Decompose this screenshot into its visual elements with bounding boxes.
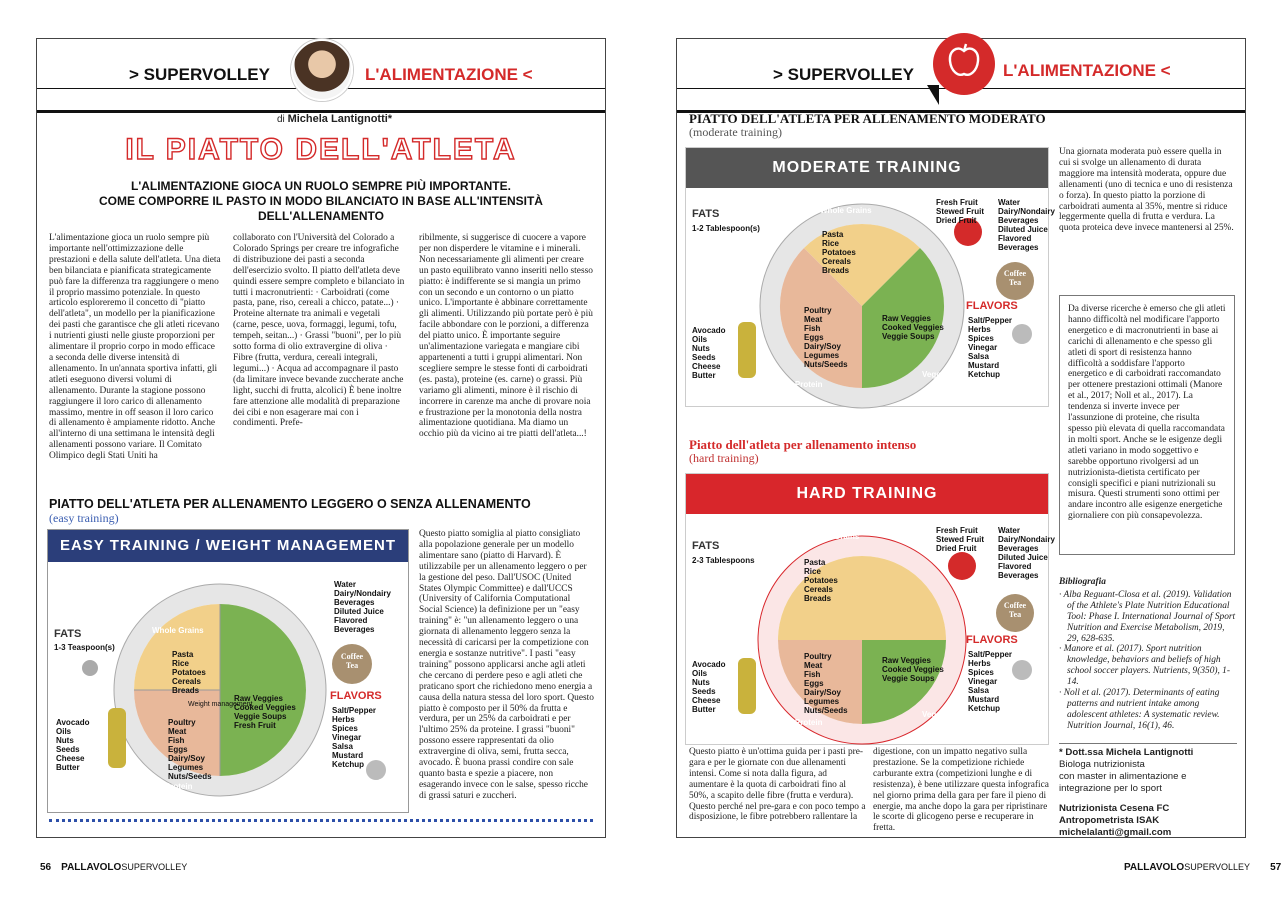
apple-icon: [933, 33, 995, 95]
signature-rule: [1059, 743, 1237, 744]
bibliography: [1059, 577, 1237, 732]
hard-fruit-top: Fresh Fruit Stewed Fruit Dried Fruit: [936, 526, 985, 553]
moderate-fats-amount: 1-2 Tablespoon(s): [692, 224, 760, 233]
easy-fats-items: Avocado Oils Nuts Seeds Cheese Butter: [56, 718, 90, 772]
easy-veg-label: Vegetables & Fruits: [314, 778, 389, 787]
moderate-protein-items: Poultry Meat Fish Eggs Dairy/Soy Legumes Nuts/Seeds: [804, 306, 848, 369]
section-label-supervolley: > SUPERVOLLEY: [773, 65, 914, 84]
byline: di Michela Lantignotti*: [277, 113, 393, 125]
dotted-divider: [49, 819, 593, 822]
hard-drinks: Water Dairy/Nondairy Beverages Diluted Juice Flavored Beverages: [998, 526, 1055, 580]
bubble-tail: [927, 85, 939, 105]
section-label-alimentazione: L'ALIMENTAZIONE <: [365, 65, 533, 84]
hard-coffee-cup: Coffee Tea: [996, 594, 1034, 632]
bibliography-title: Bibliografia: [1059, 577, 1106, 587]
left-page: [36, 38, 606, 838]
hard-veg-items: Raw Veggies Cooked Veggies Veggie Soups: [882, 656, 944, 683]
easy-text: Questo piatto somiglia al piatto consigliato alla popolazione generale per un modello alimentare sano (piatto di Harvard). È utilizzabile per un allenamento leggero o per la gestione del peso. Dall'USOC (United States Olympic Committee) e dall'UCCS (University of California Computational Social Science) la definizione per un "easy training" è: "un allenamento leggero o una giornata di allenamento leggero senza la necessità di caricarsi per la competizione con energia e sostanze nutritive". I pasti "easy training" possono applicarsi anche agli atleti che cercano di perdere peso e agli atleti che praticano sport che richiedono meno energia a causa della natura stessa del loro sport. Questo piatto è composto per il 50% da frutta e verdura, per un 25% da carboidrati e per l'ultimo 25% da proteine. I grassi "buoni" possono essere rappresentati da olio extravergine di oliva, semi, frutta secca, avocado. È buona prassi condire con sale quanto basta e spezie a piacere, non esagerando invece con le salse, spesso ricche di grassi saturi e zuccheri.: [419, 529, 594, 801]
moderate-veg-items: Raw Veggies Cooked Veggies Veggie Soups: [882, 314, 944, 341]
moderate-plate-infographic: [685, 147, 1055, 407]
hard-protein-label: Lean Protein: [774, 718, 823, 727]
moderate-fruit-top: Fresh Fruit Stewed Fruit Dried Fruit: [936, 198, 985, 225]
moderate-text: Una giornata moderata può essere quella in cui si svolge un allenamento di durata maggiore ma intensità moderata, oppure due allenamenti (uno di tecnica e uno di resistenza o forza). In questo piatto la porzione di carboidrati aumenta al 35%, mentre si riduce leggermente quella di frutta e verdura. La quota proteica deve invece mantenersi al 25%.: [1059, 147, 1234, 234]
hard-veg-label: Vegetables: [922, 710, 964, 719]
moderate-subheading: (moderate training): [689, 125, 782, 139]
easy-weight-label: Weight management: [188, 701, 253, 708]
moderate-flavors-items: Salt/Pepper Herbs Spices Vinegar Salsa Mustard Ketchup: [968, 316, 1013, 379]
hard-text-2: digestione, con un impatto negativo sulla prestazione. Se la competizione richiede carburante extra (competizioni lunghe e di resistenza), è bene utilizzare questa infografica nel giorno prima della gara per fare il pieno di energie, ma anche dopo la gara per ripristinare le scorte di glicogeno perse e recuperare in fretta.: [873, 747, 1049, 834]
easy-drinks: Water Dairy/Nondairy Beverages Diluted Juice Flavored Beverages: [334, 580, 391, 634]
bibliography-item-3: · Noll et al. (2017). Determinants of eating patterns and nutrient intake among adolescent athletes: A systematic review. Nutrition Journal, 16(1), 46.: [1059, 688, 1220, 731]
footer-right: PALLAVOLOSUPERVOLLEY 57: [1124, 862, 1281, 873]
easy-fats-amount: 1-3 Teaspoon(s): [54, 643, 115, 652]
moderate-protein-label: Lean Protein: [774, 380, 823, 389]
moderate-veg-label: Vegetables: [922, 370, 964, 379]
moderate-fats-title: FATS: [692, 208, 720, 220]
bibliography-item-2: · Manore et al. (2017). Sport nutrition knowledge, behaviors and beliefs of high school soccer players. Nutrients, 9(350), 1-14.: [1059, 644, 1230, 688]
hard-fats-title: FATS: [692, 540, 720, 552]
hard-flavors-items: Salt/Pepper Herbs Spices Vinegar Salsa Mustard Ketchup: [968, 650, 1013, 713]
easy-plate-infographic: [47, 529, 409, 813]
moderate-band: MODERATE TRAINING: [686, 148, 1048, 188]
hard-flavors-title: FLAVORS: [966, 634, 1018, 646]
easy-protein-items: Poultry Meat Fish Eggs Dairy/Soy Legumes Nuts/Seeds: [168, 718, 212, 781]
footer-left: 56 PALLAVOLOSUPERVOLLEY: [40, 862, 188, 873]
moderate-grains-items: Pasta Rice Potatoes Cereals Breads: [822, 230, 856, 275]
easy-fats-title: FATS: [54, 628, 82, 640]
hard-heading: Piatto dell'atleta per allenamento intenso: [689, 437, 917, 452]
article-title: IL PIATTO DELL'ATLETA: [125, 133, 517, 166]
body-column-1: L'alimentazione gioca un ruolo sempre più importante nell'ottimizzazione delle prestazioni e della salute dell'atleta. Una dieta ben bilanciata e pianificata strategicamente può fare la differenza tra raggiungere o meno il proprio massimo potenziale. In questo articolo esploreremo il concetto di "piatto dell'atleta", un modello per la pianificazione dei pasti che garantisce che gli atleti ricevano i nutrienti giusti nelle giuste proporzioni per alimentare il proprio corpo in modo efficace a seconda delle diverse intensità di allenamento. In un'annata sportiva infatti, gli atleti eseguono diversi volumi di allenamento. Durante la stagione possono raggiungere il loro carico di allenamento massimo, mentre in off season il loro carico di allenamento è ampiamente ridotto. Anche all'interno di una settimana le intensità degli allenamenti possono variare. Il Comitato Olimpico degli Stati Uniti ha: [49, 233, 221, 462]
hard-protein-items: Poultry Meat Fish Eggs Dairy/Soy Legumes Nuts/Seeds: [804, 652, 848, 715]
moderate-flavors-title: FLAVORS: [966, 300, 1018, 312]
hard-fats-amount: 2-3 Tablespoons: [692, 556, 755, 565]
easy-coffee-cup: Coffee Tea: [332, 644, 372, 684]
research-text: Da diverse ricerche è emerso che gli atleti hanno difficoltà nel modificare l'apporto energetico e di macronutrienti in base ai carichi di allenamento e che spesso gli atleti di sport di resistenza hanno difficoltà a soddisfare l'apporto energetico e di carboidrati raccomandato per ottenere prestazioni ottimali (Manore et al., 2017; Noll et al., 2017). La tendenza si inverte invece per l'assunzione di proteine, che risulta spesso più elevata di quella raccomandata in molti sport. Anche se le esigenze degli atleti variano in modo soggettivo e sarebbe opportuno rivolgersi ad un nutrizionista-dietista certificato per consigli specifici e piani nutrizionali su misura. Questi strumenti sono ottimi per andare incontro alle esigenze energetiche giornaliere con più consapevolezza.: [1068, 304, 1226, 522]
body-column-3: ribilmente, si suggerisce di cuocere a vapore per non disperdere le vitamine e i minerali. Non necessariamente gli alimenti per creare un pasto equilibrato vanno inseriti nello stesso piatto: è indifferente se si mangia un primo con un secondo e un contorno o un piatto unico. L'importante è abbinare correttamente gli alimenti. Utilizzando più portate però è più facile abbondare con le porzioni, a differenza del piatto unico. È importante seguire un'alimentazione variegata e mangiare cibi appartenenti a tutti i gruppi alimentari. Non scegliere sempre le stesse fonti di carboidrati (es. pasta), proteine (es. carne) o grassi. Più variamo gli alimenti, minore è il rischio di incorrere in carenze ma anche di provare noia e frustrazione per la monotonia della nostra alimentazione quotidiana. Ma diamo un occhio più da vicino ai tre piatti dell'atleta...!: [419, 233, 593, 440]
easy-flavors-title: FLAVORS: [330, 690, 382, 702]
article-deck: L'ALIMENTAZIONE GIOCA UN RUOLO SEMPRE PIÙ IMPORTANTE. COME COMPORRE IL PASTO IN MODO BILANCIATO IN BASE ALL'INTENSITÀ DELL'ALLENAMENTO: [99, 179, 543, 223]
hard-plate-infographic: [685, 473, 1055, 745]
hard-subheading: (hard training): [689, 451, 759, 465]
hard-band: HARD TRAINING: [686, 474, 1048, 514]
hard-grains-label: Grains: [834, 532, 860, 541]
moderate-coffee-cup: Coffee Tea: [996, 262, 1034, 300]
research-box: [1059, 295, 1235, 555]
bibliography-item-1: · Alba Reguant-Closa et al. (2019). Validation of the Athlete's Plate Nutrition Educational Tool: Phase I. International Journal of Sport Nutrition and Exercise Metabolism, 2019, 29, 628-635.: [1059, 589, 1236, 644]
moderate-drinks: Water Dairy/Nondairy Beverages Diluted Juice Flavored Beverages: [998, 198, 1055, 252]
section-label-supervolley: > SUPERVOLLEY: [129, 65, 270, 84]
easy-grains-items: Pasta Rice Potatoes Cereals Breads: [172, 650, 206, 695]
moderate-fats-items: Avocado Oils Nuts Seeds Cheese Butter: [692, 326, 726, 380]
hard-fats-items: Avocado Oils Nuts Seeds Cheese Butter: [692, 660, 726, 714]
author-email: michelalanti@gmail.com: [1059, 827, 1172, 838]
easy-subheading: (easy training): [49, 511, 119, 525]
easy-grains-label: Whole Grains: [152, 626, 204, 635]
easy-band: EASY TRAINING / WEIGHT MANAGEMENT: [48, 530, 408, 562]
easy-flavors-items: Salt/Pepper Herbs Spices Vinegar Salsa Mustard Ketchup: [332, 706, 377, 769]
moderate-grains-label: Whole Grains: [820, 206, 872, 215]
right-page: [676, 38, 1246, 838]
author-avatar: [291, 39, 353, 101]
hard-text-1: Questo piatto è un'ottima guida per i pasti pre-gara e per le giornate con due allenamenti intensi. Come si nota dalla figura, ad aumentare è la quota di carboidrati fino al 50%, a scapito delle fibre (frutta e verdura). Questo perché nel pre-gara e con poco tempo a disposizione, le fibre potrebbero rallentare la: [689, 747, 866, 823]
body-column-2: collaborato con l'Università del Colorado a Colorado Springs per creare tre infografiche di distribuzione dei pasti a seconda dell'esercizio svolto. Il piatto dell'atleta deve quindi essere sempre completo e bilanciato in tutti i macronutrienti: · Carboidrati (come pasta, pane, riso, cereali a chicco, patate...) · Proteine alternate tra animali e vegetali (carne, pesce, uova, formaggi, legumi, tofu, tempeh, seitan...) · Grassi "buoni", per lo più sotto forma di olio extravergine di oliva · Fibre (frutta, verdura, cereali integrali, legumi...) · Acqua ad accompagnare il pasto (da limitare invece bevande zuccherate anche light, succhi di frutta, alcolici) È bene inoltre fare attenzione alle modalità di preparazione dei cibi e non esagerare mai con i condimenti. Prefe-: [233, 233, 405, 429]
easy-veg-items: Raw Veggies Cooked Veggies Veggie Soups Fresh Fruit: [234, 694, 296, 730]
moderate-heading: PIATTO DELL'ATLETA PER ALLENAMENTO MODERATO: [689, 111, 1046, 126]
easy-heading: PIATTO DELL'ATLETA PER ALLENAMENTO LEGGERO O SENZA ALLENAMENTO: [49, 497, 531, 511]
easy-protein-label: Lean Protein: [144, 782, 193, 791]
section-label-alimentazione: L'ALIMENTAZIONE <: [1003, 61, 1171, 80]
hard-grains-items: Pasta Rice Potatoes Cereals Breads: [804, 558, 838, 603]
author-signature: * Dott.ssa Michela Lantignotti Biologa nutrizionista con master in alimentazione e integrazione per lo sport Nutrizionista Cesena FC Antropometrista ISAK michelalanti@gmail.com: [1059, 747, 1239, 839]
